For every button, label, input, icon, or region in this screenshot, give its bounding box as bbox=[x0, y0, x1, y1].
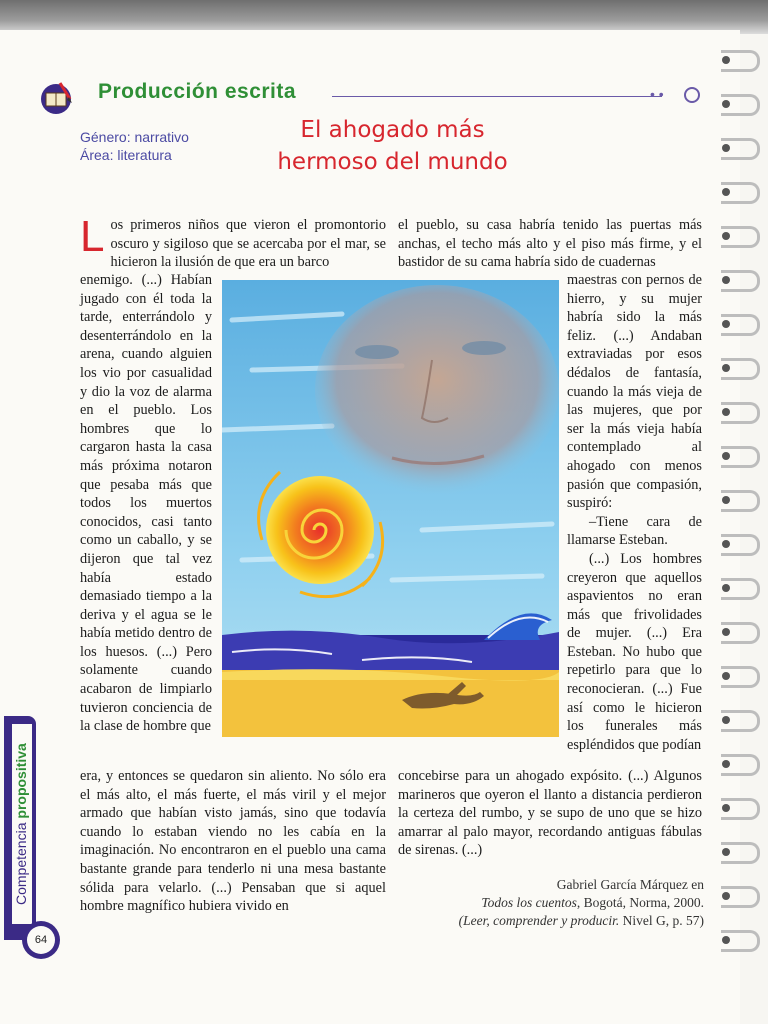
competence-label-a: Competencia bbox=[13, 818, 29, 905]
spiral-hole bbox=[722, 56, 730, 64]
genre-area-block bbox=[80, 128, 189, 164]
story-paragraph: os primeros niños que vieron el promontorio oscuro y sigiloso que se acercaba por el mar, se hicieron la ilusión de que era un barco bbox=[110, 217, 386, 271]
story-column-left-bottom: era, y entonces se quedaron sin aliento. No sólo era el más alto, el más fuerte, el más viril y el mejor armado que habían visto jamás, sino que todavía cuando lo estaban viendo no les cabía en la imaginación. No encontraron en el pueblo una cama bastante grande para tenderlo ni una mesa bastante sólida para velarlo. (...) Pensaban que si aquel hombre magnífico hubiera vivido en bbox=[80, 768, 386, 915]
story-title bbox=[270, 114, 515, 178]
drop-cap: L bbox=[80, 212, 105, 261]
spiral-hole bbox=[722, 936, 730, 944]
spiral-hole bbox=[722, 892, 730, 900]
story-paragraph: maestras con pernos de hierro, y su mujer habría sido la más feliz. (...) Andaban extraviadas por esos dédalos de fantasía, cuando la más vieja de las mujeres, que por ser la más vieja había contemplado al ahogado con menos pasión que compasión, suspiró: bbox=[567, 272, 702, 512]
spiral-hole bbox=[722, 276, 730, 284]
divider-ring bbox=[684, 87, 700, 103]
spiral-hole bbox=[722, 584, 730, 592]
credit-publisher: , Bogotá, Norma, 2000. bbox=[576, 895, 704, 910]
scan-top-shadow bbox=[0, 0, 768, 34]
spiral-hole bbox=[722, 804, 730, 812]
spiral-hole bbox=[722, 320, 730, 328]
spiral-hole bbox=[722, 452, 730, 460]
credit-book-title: Todos los cuentos bbox=[481, 895, 577, 910]
story-column-right-mid bbox=[567, 271, 702, 754]
spiral-hole bbox=[722, 540, 730, 548]
story-column-right-top: el pueblo, su casa habría tenido las puertas más anchas, el techo más alto y el piso más firme, y el bastidor de su cama habría sido de cuadernas bbox=[398, 217, 702, 271]
spiral-hole bbox=[722, 144, 730, 152]
spiral-hole bbox=[722, 364, 730, 372]
writing-book-icon bbox=[36, 79, 76, 115]
area-label: Área: literatura bbox=[80, 147, 172, 163]
genre-label: Género: narrativo bbox=[80, 129, 189, 145]
credit-author: Gabriel García Márquez en bbox=[556, 877, 704, 892]
story-column-right-bottom: concebirse para un ahogado expósito. (...) Algunos marineros que oyeron el llanto a distancia perdieron la certeza del rumbo, y se supo de uno que se hizo amarrar al palo mayor, recordando antiguas fábulas de sirenas. (...) bbox=[398, 768, 702, 859]
drowned-man-illustration bbox=[222, 280, 559, 737]
spiral-hole bbox=[722, 232, 730, 240]
spiral-hole bbox=[722, 188, 730, 196]
section-divider bbox=[332, 96, 662, 97]
story-column-left-top bbox=[80, 212, 386, 272]
spiral-hole bbox=[722, 408, 730, 416]
divider-dots: • • bbox=[650, 86, 664, 102]
spiral-hole bbox=[722, 496, 730, 504]
spiral-hole bbox=[722, 628, 730, 636]
spiral-hole bbox=[722, 848, 730, 856]
competence-label bbox=[13, 726, 33, 922]
spiral-hole bbox=[722, 100, 730, 108]
spiral-hole bbox=[722, 672, 730, 680]
credit-source bbox=[398, 912, 704, 930]
story-dialogue: –Tiene cara de llamarse Esteban. bbox=[567, 513, 702, 549]
story-column-left-mid: enemigo. (...) Habían jugado con él toda la tarde, enterrándolo y desenterrándolo en la arena, cuando alguien los vio por casualidad y dio la voz de alarma en el pueblo. Los hombres que lo cargaron hasta la casa más próxima notaron que pesaba más que todos los muertos conocidos, casi tanto como un caballo, y se dijeron que tal vez había estado demasiado tiempo a la deriva y el agua se le había metido dentro de los huesos. (...) Pero solamente cuando acabaron de limpiarlo tuvieron conciencia de la clase de hombre que bbox=[80, 272, 212, 735]
spiral-binding bbox=[720, 50, 768, 970]
spiral-hole bbox=[722, 716, 730, 724]
source-credit bbox=[398, 876, 704, 930]
page-number: 64 bbox=[27, 926, 55, 954]
credit-source-book: (Leer, comprender y producir. bbox=[458, 913, 620, 928]
credit-source-rest: Nivel G, p. 57) bbox=[619, 913, 704, 928]
credit-publication bbox=[398, 894, 704, 912]
section-title: Producción escrita bbox=[98, 80, 297, 103]
story-title-line1: El ahogado más bbox=[300, 117, 485, 143]
story-paragraph: (...) Los hombres creyeron que aquellos aspavientos no eran más que frivolidades de mujer. (...) Era Esteban. No hubo que repetirlo para que lo reconocieran. (...) Fue así como le hicieron los funerales más espléndidos que podían bbox=[567, 550, 702, 753]
spiral-hole bbox=[722, 760, 730, 768]
story-title-line2: hermoso del mundo bbox=[277, 149, 508, 175]
competence-label-b: propositiva bbox=[13, 743, 29, 819]
